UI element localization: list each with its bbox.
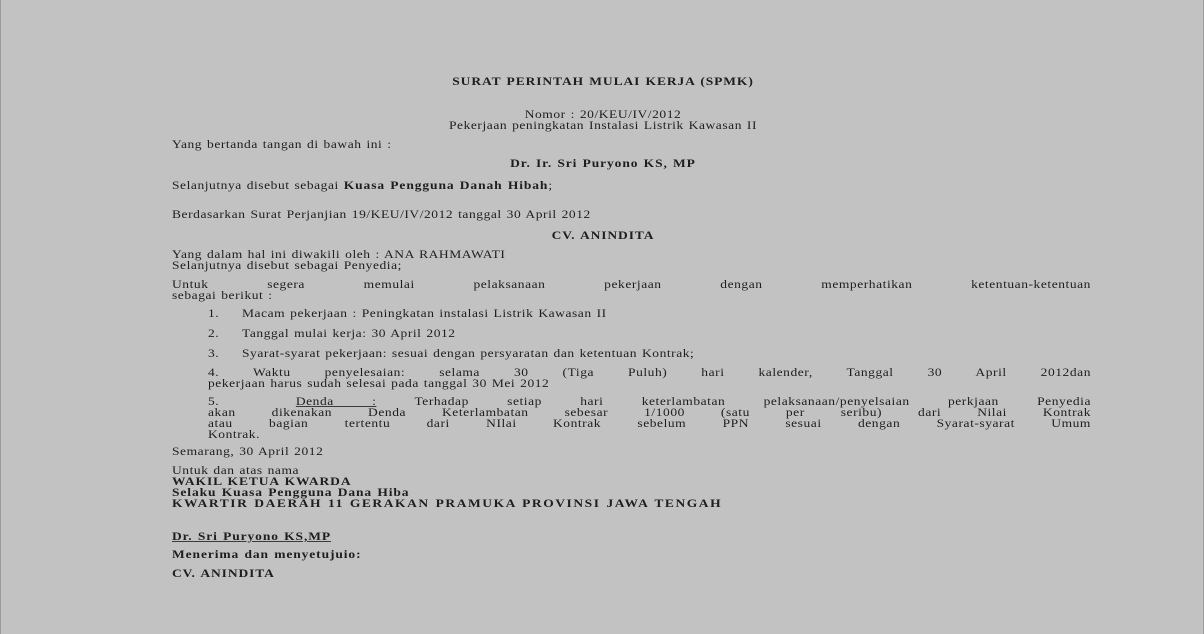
document-number: Nomor : 20/KEU/IV/2012 bbox=[524, 108, 682, 121]
list-item-number: 1. bbox=[208, 307, 220, 320]
list-item bbox=[208, 309, 607, 318]
provider-designation: Selanjutnya disebut sebagai Penyedia; bbox=[172, 259, 402, 272]
agreement-text: Berdasarkan Surat Perjanjian 19/KEU/IV/2012 tanggal 30 April 2012 bbox=[172, 208, 591, 221]
official-role: Selaku Kuasa Pengguna Dana Hiba bbox=[172, 486, 410, 499]
item-5-text: Terhadap setiap hari keterlambatan pelaksanaan/penyelsaian perkjaan Penyedia bbox=[414, 395, 1091, 408]
designation-prefix: Selanjutnya disebut sebagai bbox=[172, 179, 344, 192]
item-4-line-2: pekerjaan harus sudah selesai pada tanggal 30 Mei 2012 bbox=[208, 377, 550, 390]
item-5-line-3: atau bagian tertentu dari NIlai Kontrak sebelum PPN sesuai dengan Syarat-syarat Umum bbox=[208, 417, 1091, 430]
work-description: Pekerjaan peningkatan Instalasi Listrik Kawasan II bbox=[448, 119, 758, 132]
represented-by: Yang dalam hal ini diwakili oleh : ANA RAHMAWATI bbox=[172, 248, 506, 261]
instruction-line-2: sebagai berikut : bbox=[172, 289, 273, 302]
signed-name: Dr. Sri Puryono KS,MP bbox=[172, 530, 332, 543]
list-item-number: 2. bbox=[208, 327, 220, 340]
signatory-name: Dr. Ir. Sri Puryono KS, MP bbox=[510, 157, 696, 170]
item-5-label: Denda : bbox=[295, 395, 377, 408]
list-item bbox=[208, 329, 456, 338]
list-item-number: 3. bbox=[208, 347, 220, 360]
item-4-line-1: 4. Waktu penyelesaian: selama 30 (Tiga Puluh) hari kalender, Tanggal 30 April 2012dan bbox=[208, 366, 1091, 379]
instruction-line-1: Untuk segera memulai pelaksanaan pekerjaan dengan memperhatikan ketentuan-ketentuan bbox=[172, 278, 1091, 291]
list-item bbox=[208, 349, 694, 358]
item-5-line-4: Kontrak. bbox=[208, 428, 261, 441]
company-name: CV. ANINDITA bbox=[551, 229, 655, 242]
official-title: WAKIL KETUA KWARDA bbox=[172, 475, 352, 488]
intro-text: Yang bertanda tangan di bawah ini : bbox=[172, 138, 392, 151]
document-title: SURAT PERINTAH MULAI KERJA (SPMK) bbox=[452, 75, 754, 88]
designation-bold: Kuasa Pengguna Danah Hibah bbox=[343, 179, 549, 192]
accepted-company: CV. ANINDITA bbox=[172, 567, 275, 580]
accepted-text: Menerima dan menyetujuio: bbox=[172, 548, 362, 561]
organization-name: KWARTIR DAERAH 11 GERAKAN PRAMUKA PROVINSI JAWA TENGAH bbox=[172, 497, 723, 510]
list-item-text: Tanggal mulai kerja: 30 April 2012 bbox=[242, 327, 456, 340]
item-5-number: 5. bbox=[208, 395, 220, 408]
on-behalf-text: Untuk dan atas nama bbox=[172, 464, 300, 477]
item-5-line-2: akan dikenakan Denda Keterlambatan sebesar 1/1000 (satu per seribu) dari Nilai Kontrak bbox=[208, 406, 1091, 419]
designation-text bbox=[172, 181, 553, 190]
designation-suffix: ; bbox=[548, 179, 553, 192]
list-item-text: Macam pekerjaan : Peningkatan instalasi Listrik Kawasan II bbox=[242, 307, 607, 320]
item-5-line-1 bbox=[208, 397, 1091, 406]
list-item-text: Syarat-syarat pekerjaan: sesuai dengan persyaratan dan ketentuan Kontrak; bbox=[242, 347, 695, 360]
place-date: Semarang, 30 April 2012 bbox=[172, 445, 324, 458]
